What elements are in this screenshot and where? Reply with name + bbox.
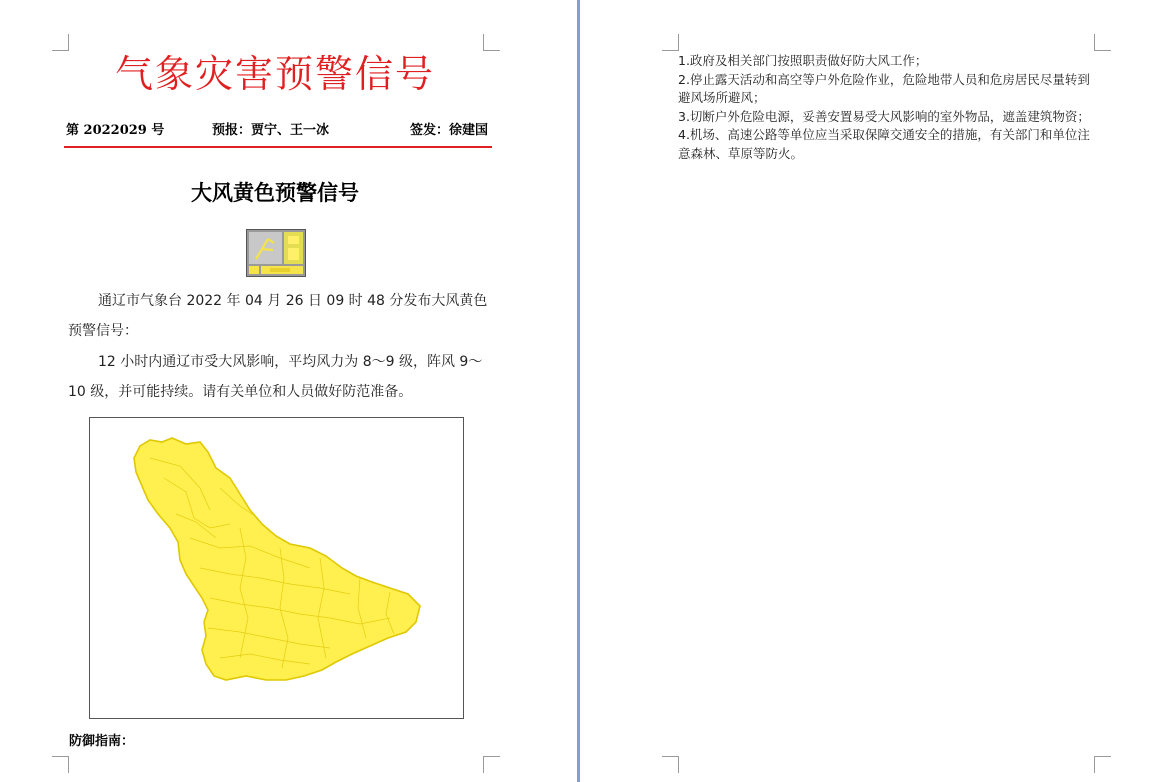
wind-yellow-warning-icon bbox=[246, 229, 306, 277]
crop-mark-bottom-left bbox=[52, 756, 69, 773]
document-page-1 bbox=[0, 0, 576, 782]
guideline-item: 2.停止露天活动和高空等户外危险作业，危险地带人员和危房居民尽量转到避风场所避风； bbox=[678, 71, 1090, 105]
forecaster-names: 预报：贾宁、王一冰 bbox=[212, 123, 330, 138]
issuer-name: 签发：徐建国 bbox=[409, 123, 488, 138]
crop-mark-top-left-p2 bbox=[662, 34, 679, 51]
header-divider bbox=[64, 146, 492, 148]
page-separator bbox=[576, 0, 587, 782]
defense-guidelines-list bbox=[678, 52, 1094, 163]
warning-title: 大风黄色预警信号 bbox=[191, 180, 359, 205]
guideline-item: 1.政府及相关部门按照职责做好防大风工作； bbox=[678, 53, 928, 68]
tongliao-region-map bbox=[89, 417, 464, 719]
crop-mark-top-right-p2 bbox=[1094, 34, 1111, 51]
document-header-row bbox=[66, 121, 492, 141]
crop-mark-bottom-left-p2 bbox=[662, 756, 679, 773]
defense-guide-heading: 防御指南： bbox=[69, 734, 135, 749]
warning-intro-paragraph bbox=[68, 286, 492, 346]
document-number: 第 2022029 号 bbox=[66, 123, 165, 138]
warning-detail-paragraph bbox=[68, 347, 492, 407]
guideline-item: 4.机场、高速公路等单位应当采取保障交通安全的措施，有关部门和单位注意森林、草原等防火。 bbox=[678, 127, 1090, 161]
crop-mark-bottom-right bbox=[483, 756, 500, 773]
warning-area-map bbox=[90, 418, 463, 718]
issue-statement: 通辽市气象台 2022 年 04 月 26 日 09 时 48 分发布大风黄色预警信号： bbox=[68, 293, 488, 339]
wind-forecast-text: 12 小时内通辽市受大风影响，平均风力为 8～9 级，阵风 9～10 级，并可能持续。请有关单位和人员做好防范准备。 bbox=[68, 354, 483, 400]
document-title: 气象灾害预警信号 bbox=[114, 52, 435, 96]
crop-mark-bottom-right-p2 bbox=[1094, 756, 1111, 773]
guideline-item: 3.切断户外危险电源，妥善安置易受大风影响的室外物品，遮盖建筑物资； bbox=[678, 108, 1090, 124]
